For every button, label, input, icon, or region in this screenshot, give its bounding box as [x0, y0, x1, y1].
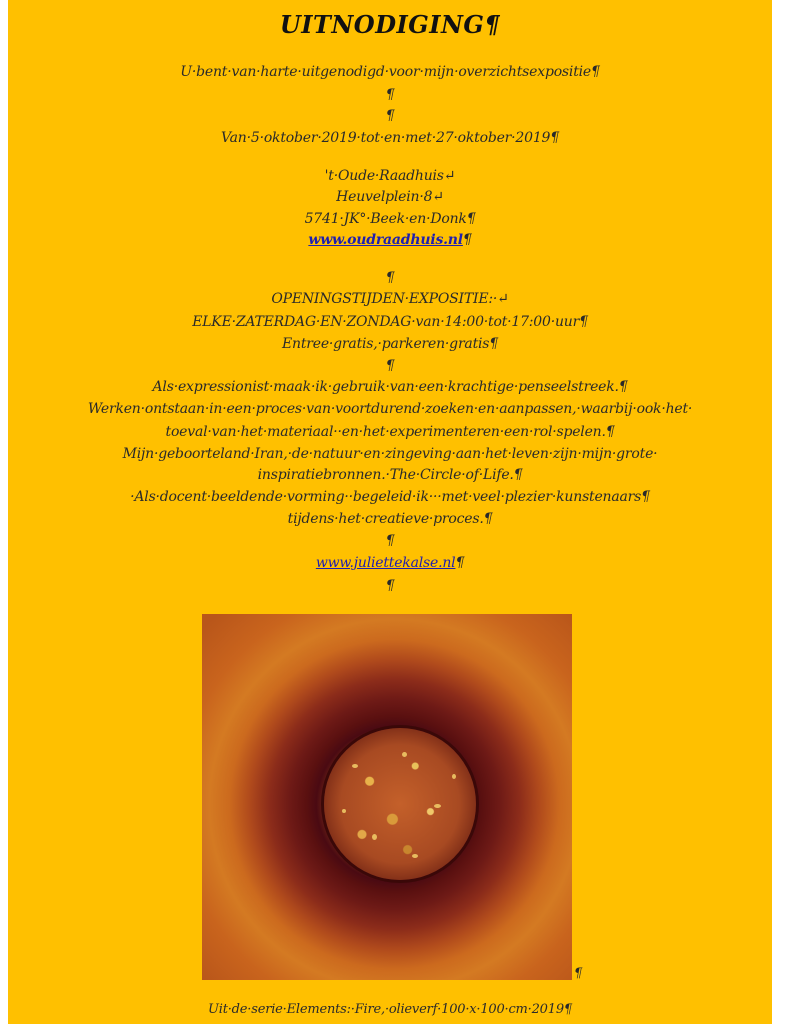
dates-line: Van·5·oktober·2019·tot·en·met·27·oktober·2019¶ [221, 130, 559, 146]
blank-line: ¶ [385, 270, 395, 286]
page-title: UITNODIGING¶ [279, 10, 501, 39]
venue-url-line [8, 232, 772, 248]
invite-line: U·bent·van·harte·uitgenodigd·voor·mijn·overzichtsexpositie¶ [180, 64, 600, 80]
entry-line: Entree·gratis,·parkeren·gratis¶ [282, 336, 498, 352]
statement-line: inspiratiebronnen.·The·Circle·of·Life.¶ [257, 467, 523, 483]
paragraph-mark: ¶ [455, 555, 465, 571]
painting-speck [452, 774, 456, 779]
artist-url-link[interactable]: www.juliettekalse.nl [315, 555, 456, 571]
venue-city: 5741·JK°·Beek·en·Donk¶ [304, 211, 476, 227]
venue-name: 't·Oude·Raadhuis↵ [324, 168, 456, 184]
statement-line: Als·expressionist·maak·ik·gebruik·van·een·krachtige·penseelstreek.¶ [152, 379, 628, 395]
painting-speck [342, 809, 346, 813]
painting-speck [402, 752, 407, 757]
blank-line: ¶ [385, 108, 395, 124]
painting-speck [372, 834, 377, 840]
painting-speck [412, 854, 418, 858]
statement-line: Mijn·geboorteland·Iran,·de·natuur·en·zingeving·aan·het·leven·zijn·mijn·grote· [122, 446, 658, 462]
opening-days: ELKE·ZATERDAG·EN·ZONDAG·van·14:00·tot·17:00·uur¶ [192, 314, 588, 330]
painting-speck [352, 764, 358, 768]
opening-header: OPENINGSTIJDEN·EXPOSITIE:·↵ [271, 291, 509, 307]
paragraph-mark: ¶ [574, 966, 583, 981]
painting-core [324, 728, 476, 880]
paragraph-mark: ¶ [462, 232, 472, 248]
statement-line: Werken·ontstaan·in·een·proces·van·voortdurend·zoeken·en·aanpassen,·waarbij·ook·het· [87, 401, 693, 417]
blank-line: ¶ [385, 358, 395, 374]
venue-street: Heuvelplein·8↵ [336, 189, 444, 205]
blank-line: ¶ [385, 87, 395, 103]
statement-line: tijdens·het·creatieve·proces.¶ [287, 511, 493, 527]
venue-url-link[interactable]: www.oudraadhuis.nl [308, 232, 463, 248]
painting-speck [434, 804, 441, 808]
statement-line: toeval·van·het·materiaal··en·het·experimenteren·een·rol·spelen.¶ [165, 424, 615, 440]
painting-image [202, 614, 572, 980]
blank-line: ¶ [385, 533, 395, 549]
statement-line: ·Als·docent·beeldende·vorming··begeleid·ik···met·veel·plezier·kunstenaars¶ [130, 489, 650, 505]
artist-url-line [8, 555, 772, 571]
document-page [8, 0, 772, 1024]
painting-caption: Uit·de·serie·Elements:·Fire,·olieverf·100·x·100·cm·2019¶ [208, 1002, 572, 1017]
blank-line: ¶ [385, 578, 395, 594]
